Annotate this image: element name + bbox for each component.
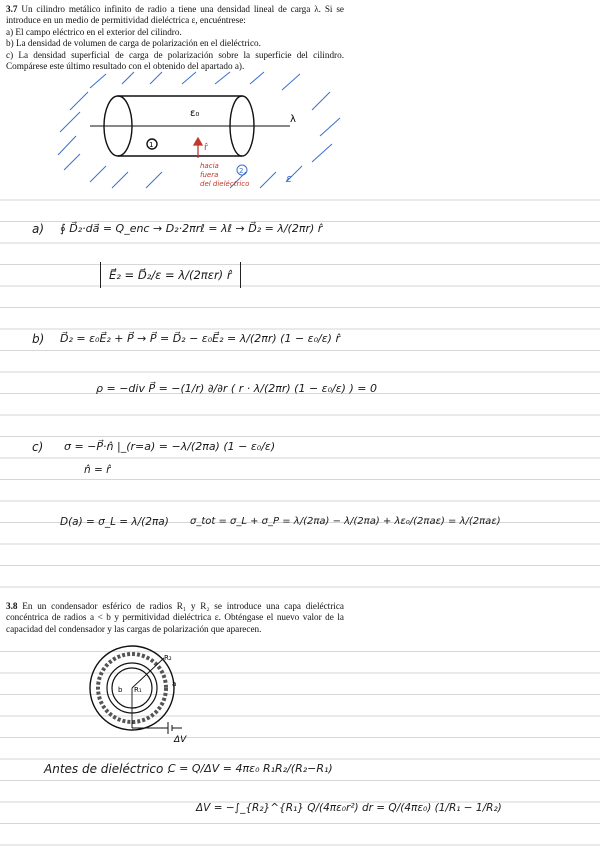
a-label: a [172, 680, 177, 688]
problem-3-7-statement [6, 4, 344, 72]
eps-medium-label: ε [286, 172, 292, 185]
part-a-label: a) [32, 222, 45, 236]
direction-note: fuera [200, 171, 219, 179]
statement-line: a) El campo eléctrico en el exterior del cilindro. [6, 26, 182, 37]
problem-number: 3.7 [6, 4, 18, 14]
r-hat-arrow [194, 138, 202, 158]
spherical-capacitor-figure [86, 642, 216, 746]
concentric-spheres [90, 646, 177, 730]
part-c-total: σ_tot = σ_L + σ_P = λ/(2πa) − λ/(2πa) + λε₀/(2πaε) = λ/(2πaε) [190, 516, 501, 527]
region-1-label: 1 [149, 141, 154, 149]
b-label: b [118, 686, 123, 694]
part-c-label: c) [32, 440, 44, 454]
statement-line: En un condensador esférico de radios R₁ y R₂ se introduce una capa dieléctrica concéntrica de radios a < b y permitividad dieléctrica ε. Obténgase el nuevo valor de la capacidad del condensador y las cargas de polarización que aparecen. [6, 601, 345, 634]
dv-label: ΔV [174, 735, 187, 745]
dielectric-hatching [58, 72, 340, 188]
region-2-label: 2 [239, 167, 244, 175]
statement-line: c) La densidad superficial de carga de polarización sobre la superficie del cilindro. Compárese este último resultado con el obtenido del apartado a). [6, 49, 344, 72]
eps0-label: ε₀ [190, 108, 200, 119]
problem-3-8-statement [6, 601, 344, 635]
part-b-volume-density: ρ = −div P⃗ = −(1/r) ∂/∂r ( r · λ/(2πr) (1 − ε₀/ε) ) = 0 [96, 382, 377, 395]
part-c-d-field: D(a) = σ_L = λ/(2πa) [60, 516, 169, 528]
cylinder-figure [50, 70, 350, 200]
direction-note: del dieléctrico [200, 180, 250, 188]
part-a-boxed-result: E⃗₂ = D⃗₂/ε = λ/(2πεr) r̂ [100, 262, 241, 288]
lambda-label: λ [290, 114, 296, 125]
part-c-surface-density: σ = −P⃗·n̂ |_(r=a) = −λ/(2πa) (1 − ε₀/ε) [64, 440, 276, 453]
before-dielectric-title: Antes de dieléctrico : [44, 762, 172, 776]
dv-integral: ΔV = −∫_{R₂}^{R₁} Q/(4πε₀r²) dr = Q/(4πε₀) (1/R₁ − 1/R₂) [196, 802, 502, 814]
problem-number: 3.8 [6, 601, 18, 611]
part-a-gauss: ∮ D⃗₂·da⃗ = Q_enc → D₂·2πrℓ = λℓ → D⃗₂ = λ/(2πr) r̂ [60, 222, 323, 235]
direction-note: hacia [200, 162, 219, 170]
capacitance-formula: C = Q/ΔV = 4πε₀ R₁R₂/(R₂−R₁) [168, 762, 333, 775]
statement-line: Un cilindro metálico infinito de radio a tiene una densidad lineal de carga λ. Si se introduce en un medio de permitividad dieléctrica ε, encuéntrese: [6, 4, 344, 26]
statement-line: b) La densidad de volumen de carga de polarización en el dieléctrico. [6, 38, 261, 49]
R1-label: R₁ [134, 686, 142, 694]
part-b-label: b) [32, 332, 45, 346]
voltage-source [132, 722, 182, 734]
part-c-normal: n̂ = r̂ [84, 464, 111, 476]
r-hat-label: r̂ [204, 143, 208, 153]
R2-label: R₂ [164, 654, 172, 662]
part-b-polarization: D⃗₂ = ε₀E⃗₂ + P⃗ → P⃗ = D⃗₂ − ε₀E⃗₂ = λ/(2πr) (1 − ε₀/ε) r̂ [60, 332, 340, 345]
cylinder [90, 96, 290, 156]
